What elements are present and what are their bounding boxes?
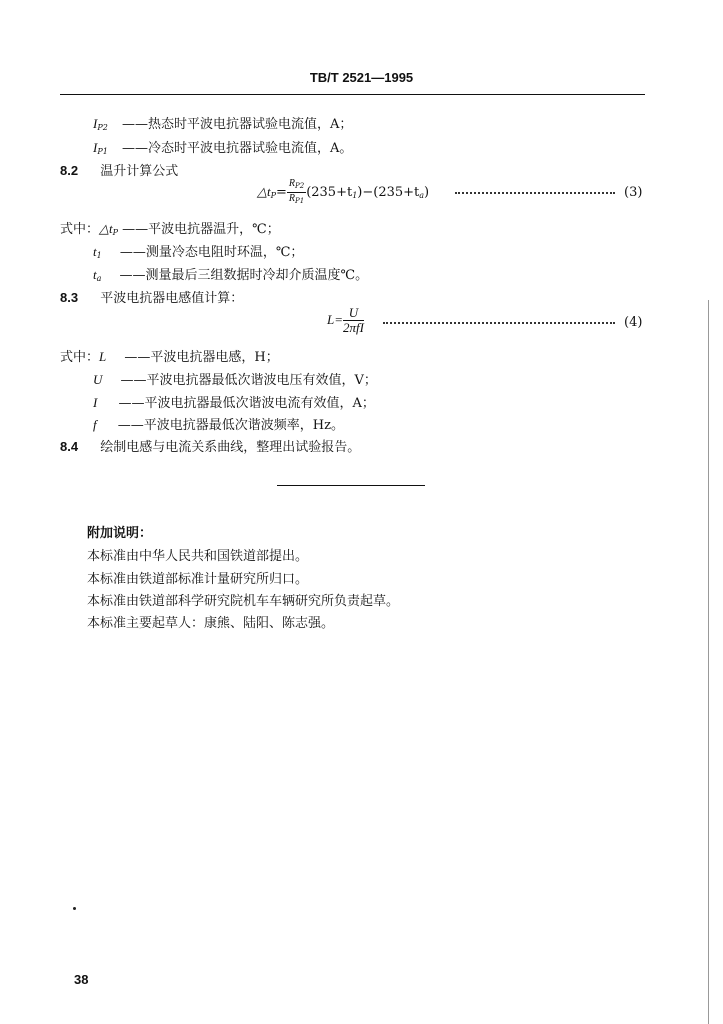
notes-line: 本标准由铁道部标准计量研究所归口。 (87, 572, 309, 587)
definition-L: 式中：L ——平波电抗器电感，H； (60, 349, 279, 365)
section-number: 8.3 (60, 290, 79, 305)
section-number: 8.4 (60, 439, 79, 454)
where-label: 式中： (60, 222, 100, 237)
equation-3: $\triangle t_P=$ $\frac{R_{P2}}{R_{P1}}$ $(235+t_1)-(235+t_a)$ (257, 178, 430, 205)
end-rule (277, 485, 425, 486)
section-number: 8.2 (60, 163, 79, 178)
fraction-u-2pifi: $\frac{U}{\text{2πfI}}$ (343, 305, 364, 335)
definition-ta: $t_a$ ——测量最后三组数据时冷却介质温度℃。 (93, 267, 369, 283)
dot-leader (383, 322, 615, 324)
scan-speck (73, 907, 76, 910)
section-title: 绘制电感与电流关系曲线，整理出试验报告。 (100, 440, 361, 455)
section-8-3 (60, 287, 243, 306)
dot-leader (455, 192, 615, 194)
fraction-rp2-rp1: $\frac{R_{P2}}{R_{P1}}$ (288, 178, 305, 205)
definition-t1: $t_1$ ——测量冷态电阻时环温，℃； (93, 244, 304, 260)
notes-line: 本标准由铁道部科学研究院机车车辆研究所负责起草。 (87, 594, 400, 609)
section-title: 平波电抗器电感值计算： (100, 291, 244, 306)
notes-line: 本标准由中华人民共和国铁道部提出。 (87, 549, 309, 564)
scan-edge-line (708, 300, 709, 1024)
section-title: 温升计算公式 (100, 164, 179, 179)
definition-I: I ——平波电抗器最低次谐波电流有效值，A； (93, 395, 375, 411)
where-label: 式中： (60, 350, 100, 365)
equation-4: L= $\frac{U}{\text{2πfI}}$ (327, 305, 364, 335)
equation-number: (3) (624, 185, 643, 200)
definition-ip2: $I_{P2}$ ——热态时平波电抗器试验电流值，A； (93, 116, 353, 132)
definition-f: f ——平波电抗器最低次谐波频率，Hz。 (93, 417, 344, 433)
definition-U: U ——平波电抗器最低次谐波电压有效值，V； (93, 372, 377, 388)
section-8-4 (60, 436, 360, 455)
definition-ip1: $I_{P1}$ ——冷态时平波电抗器试验电流值，A。 (93, 140, 353, 156)
equation-number: (4) (624, 315, 643, 330)
page-header: TB/T 2521—1995 (309, 70, 414, 85)
notes-line: 本标准主要起草人：康熊、陆阳、陈志强。 (87, 616, 335, 631)
section-8-2 (60, 160, 178, 179)
definition-dtp: 式中：$\triangle t_P$ ——平波电抗器温升，℃； (60, 221, 280, 237)
header-rule (60, 94, 645, 95)
notes-title: 附加说明： (87, 526, 153, 541)
page-number: 38 (74, 972, 89, 987)
